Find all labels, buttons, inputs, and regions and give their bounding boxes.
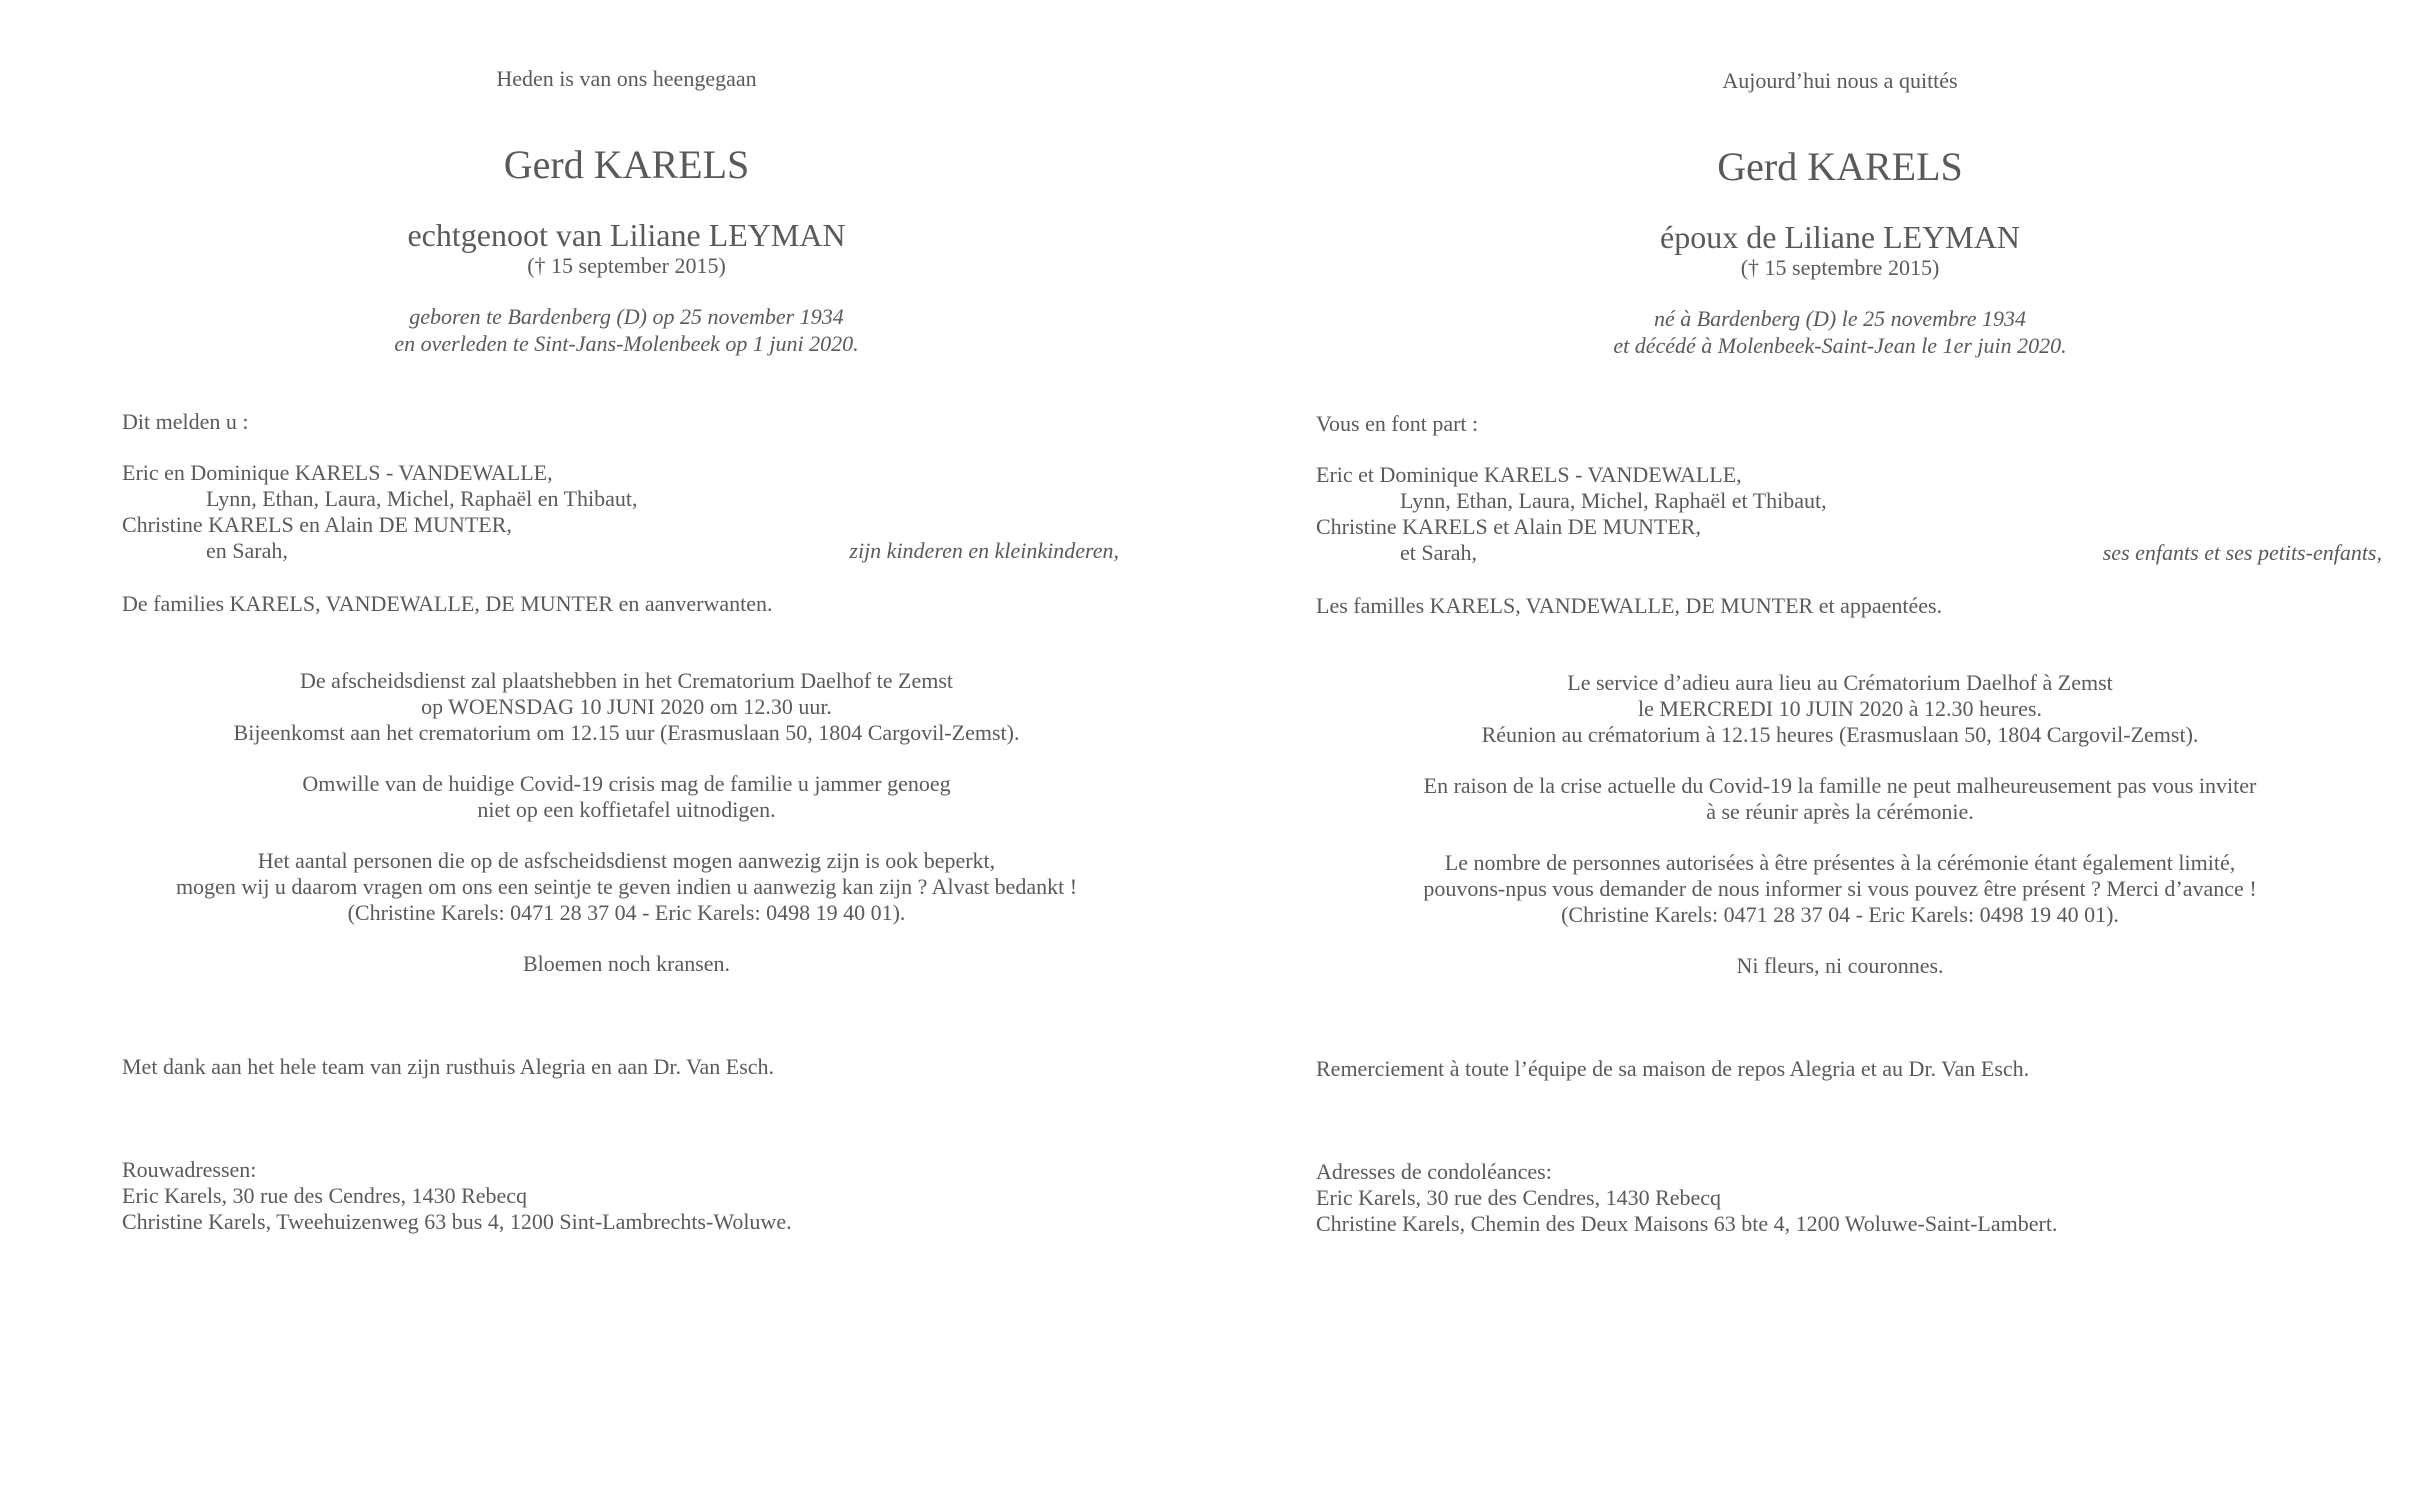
children-note: ses enfants et ses petits-enfants,	[2102, 540, 2382, 565]
covid-line: En raison de la crise actuelle du Covid-19 la famille ne peut malheureusement pas vous inviter	[1423, 773, 2257, 798]
address-line: Eric Karels, 30 rue des Cendres, 1430 Rebecq	[122, 1183, 528, 1208]
service-line: De afscheidsdienst zal plaatshebben in het Crematorium Daelhof te Zemst	[299, 668, 954, 693]
thanks-text: Met dank aan het hele team van zijn rusthuis Alegria en aan Dr. Van Esch.	[122, 1054, 775, 1079]
addresses-title: Rouwadressen:	[122, 1157, 257, 1182]
limit-line: (Christine Karels: 0471 28 37 04 - Eric Karels: 0498 19 40 01).	[347, 900, 906, 925]
service-line: op WOENSDAG 10 JUNI 2020 om 12.30 uur.	[421, 694, 832, 719]
french-notice	[1213, 0, 2427, 1509]
intro-text: Heden is van ons heengegaan	[496, 66, 757, 91]
family-line: Lynn, Ethan, Laura, Michel, Raphaël en Thibaut,	[206, 486, 638, 511]
spouse-death-date: († 15 septembre 2015)	[1740, 255, 1940, 280]
spouse-line: époux de Liliane LEYMAN	[1660, 219, 2020, 255]
service-line: le MERCREDI 10 JUIN 2020 à 12.30 heures.	[1638, 696, 2042, 721]
covid-line: niet op een koffietafel uitnodigen.	[477, 797, 776, 822]
flowers-text: Bloemen noch kransen.	[522, 951, 731, 976]
service-line: Le service d’adieu aura lieu au Crématorium Daelhof à Zemst	[1567, 670, 2113, 695]
addresses-title: Adresses de condoléances:	[1316, 1159, 1552, 1184]
family-line: Christine KARELS et Alain DE MUNTER,	[1316, 514, 1701, 539]
limit-line: mogen wij u daarom vragen om ons een seintje te geven indien u aanwezig kan zijn ? Alvast bedankt !	[175, 874, 1078, 899]
flowers-text: Ni fleurs, ni couronnes.	[1736, 953, 1944, 978]
covid-line: Omwille van de huidige Covid-19 crisis mag de familie u jammer genoeg	[302, 771, 951, 796]
covid-line: à se réunir après la cérémonie.	[1706, 799, 1974, 824]
thanks-text: Remerciement à toute l’équipe de sa maison de repos Alegria et au Dr. Van Esch.	[1316, 1056, 2030, 1081]
service-line: Réunion au crématorium à 12.15 heures (Erasmuslaan 50, 1804 Cargovil-Zemst).	[1481, 722, 2199, 747]
families-line: De families KARELS, VANDEWALLE, DE MUNTER en aanverwanten.	[122, 591, 773, 616]
dutch-notice	[0, 0, 1213, 1509]
deceased-name: Gerd KARELS	[503, 142, 750, 187]
limit-line: (Christine Karels: 0471 28 37 04 - Eric Karels: 0498 19 40 01).	[1561, 902, 2119, 927]
limit-line: Het aantal personen die op de asfscheidsdienst mogen aanwezig zijn is ook beperkt,	[257, 848, 996, 873]
death-line: en overleden te Sint-Jans-Molenbeek op 1 juni 2020.	[394, 331, 859, 356]
address-line: Christine Karels, Tweehuizenweg 63 bus 4, 1200 Sint-Lambrechts-Woluwe.	[122, 1209, 792, 1234]
spouse-death-date: († 15 september 2015)	[527, 253, 726, 278]
limit-line: pouvons-npus vous demander de nous informer si vous pouvez être présent ? Merci d’avance !	[1423, 876, 2257, 901]
announce-text: Vous en font part :	[1316, 411, 1479, 436]
address-line: Eric Karels, 30 rue des Cendres, 1430 Rebecq	[1316, 1185, 1722, 1210]
announce-text: Dit melden u :	[122, 409, 249, 434]
family-line: Eric et Dominique KARELS - VANDEWALLE,	[1316, 462, 1742, 487]
birth-line: geboren te Bardenberg (D) op 25 november 1934	[409, 304, 844, 329]
family-line: Lynn, Ethan, Laura, Michel, Raphaël et Thibaut,	[1400, 488, 1827, 513]
children-note: zijn kinderen en kleinkinderen,	[849, 538, 1119, 563]
limit-line: Le nombre de personnes autorisées à être présentes à la cérémonie étant également limité,	[1444, 850, 2236, 875]
intro-text: Aujourd’hui nous a quittés	[1722, 68, 1958, 93]
families-line: Les familles KARELS, VANDEWALLE, DE MUNTER et appaentées.	[1316, 593, 1943, 618]
spouse-line: echtgenoot van Liliane LEYMAN	[407, 217, 846, 253]
birth-line: né à Bardenberg (D) le 25 novembre 1934	[1653, 306, 2027, 331]
family-line: en Sarah,	[206, 538, 288, 563]
death-line: et décédé à Molenbeek-Saint-Jean le 1er juin 2020.	[1613, 333, 2067, 358]
family-line: et Sarah,	[1400, 540, 1477, 565]
family-line: Eric en Dominique KARELS - VANDEWALLE,	[122, 460, 553, 485]
service-line: Bijeenkomst aan het crematorium om 12.15 uur (Erasmuslaan 50, 1804 Cargovil-Zemst).	[233, 720, 1020, 745]
address-line: Christine Karels, Chemin des Deux Maisons 63 bte 4, 1200 Woluwe-Saint-Lambert.	[1316, 1211, 2058, 1236]
family-line: Christine KARELS en Alain DE MUNTER,	[122, 512, 512, 537]
deceased-name: Gerd KARELS	[1717, 144, 1963, 189]
